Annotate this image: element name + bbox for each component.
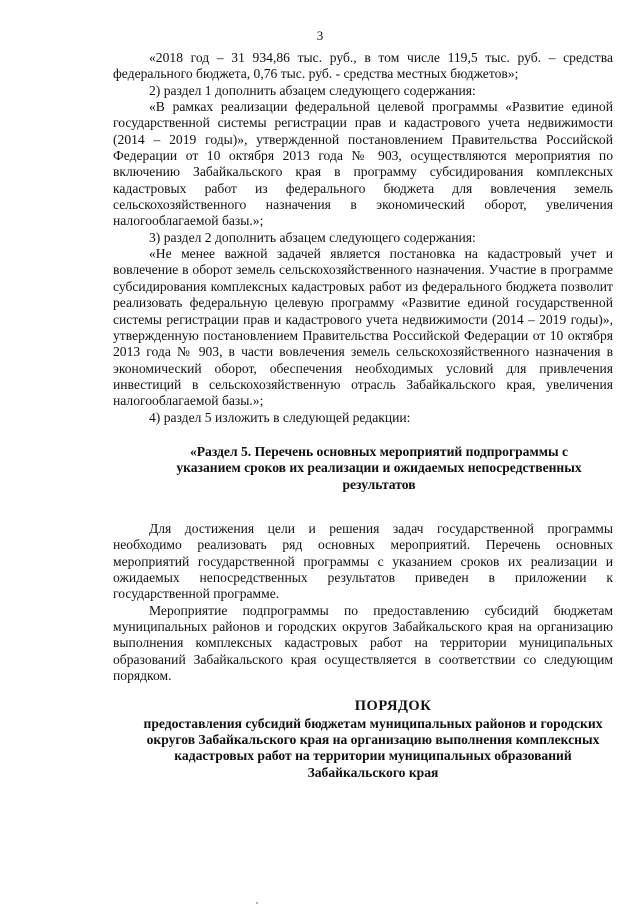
paragraph-2018-funding: «2018 год – 31 934,86 тыс. руб., в том числе 119,5 тыс. руб. – средства федерального бюджета, 0,76 тыс. руб. - средства местных бюджетов»; (113, 50, 613, 82)
paragraph-subsidy-measure: Мероприятие подпрограммы по предоставлению субсидий бюджетам муниципальных районов и городских округов Забайкальского края на организацию выполнения комплексных кадастровых работ на территории муниципальных образований Забайкальского края осуществляется в соответствии со следующим порядком. (113, 602, 613, 684)
paragraph-item-3: 3) раздел 2 дополнить абзацем следующего содержания: (149, 229, 476, 245)
paragraph-goals: Для достижения цели и решения задач государственной программы необходимо реализовать ряд основных мероприятий. Перечень основных мероприятий государственной программы с указанием сроков их реализации и ожидаемых непосредственных результатов приведен в приложении к государственной программе. (113, 520, 613, 602)
paragraph-item-4: 4) раздел 5 изложить в следующей редакции: (149, 409, 411, 425)
paragraph-federal-program: «В рамках реализации федеральной целевой программы «Развитие единой государственной системы регистрации прав и кадастрового учета недвижимости (2014 – 2019 годы)», утвержденной постановлением Правительства Российской Федерации от 10 октября 2013 года № 903, осуществляются мероприятия по включению Забайкальского края в программу субсидирования комплексных кадастровых работ из федерального бюджета для вовлечения земель сельскохозяйственного назначения в экономический оборот, увеличения налогооблагаемой базы.»; (113, 99, 613, 229)
order-title: ПОРЯДОК (354, 698, 432, 715)
scan-speck (256, 902, 258, 904)
paragraph-cadastral-importance: «Не менее важной задачей является постановка на кадастровый учет и вовлечение в оборот земель сельскохозяйственного назначения. Участие в программе субсидирования комплексных кадастровых работ из федерального бюджета позволит реализовать федеральную целевую программу «Развитие единой государственной системы регистрации прав и кадастрового учета недвижимости (2014 – 2019 годы)», утвержденную постановлением Правительства Российской Федерации от 10 октября 2013 года № 903, в части вовлечения земель сельскохозяйственного назначения в экономический оборот, обеспечения необходимых условий для привлечения инвестиций в сельскохозяйственную отрасль Забайкальского края, увеличения налогооблагаемой базы.»; (113, 246, 613, 409)
paragraph-item-2: 2) раздел 1 дополнить абзацем следующего содержания: (149, 82, 476, 98)
section-5-title: «Раздел 5. Перечень основных мероприятий подпрограммы с указанием сроков их реализации и ожидаемых непосредственных результатов (176, 443, 582, 492)
page-number: 3 (316, 28, 324, 43)
order-subtitle: предоставления субсидий бюджетам муниципальных районов и городских округов Забайкальского края на организацию выполнения комплексных кадастровых работ на территории муниципальных образований Забайкальского края (143, 715, 603, 780)
document-body (113, 50, 613, 781)
